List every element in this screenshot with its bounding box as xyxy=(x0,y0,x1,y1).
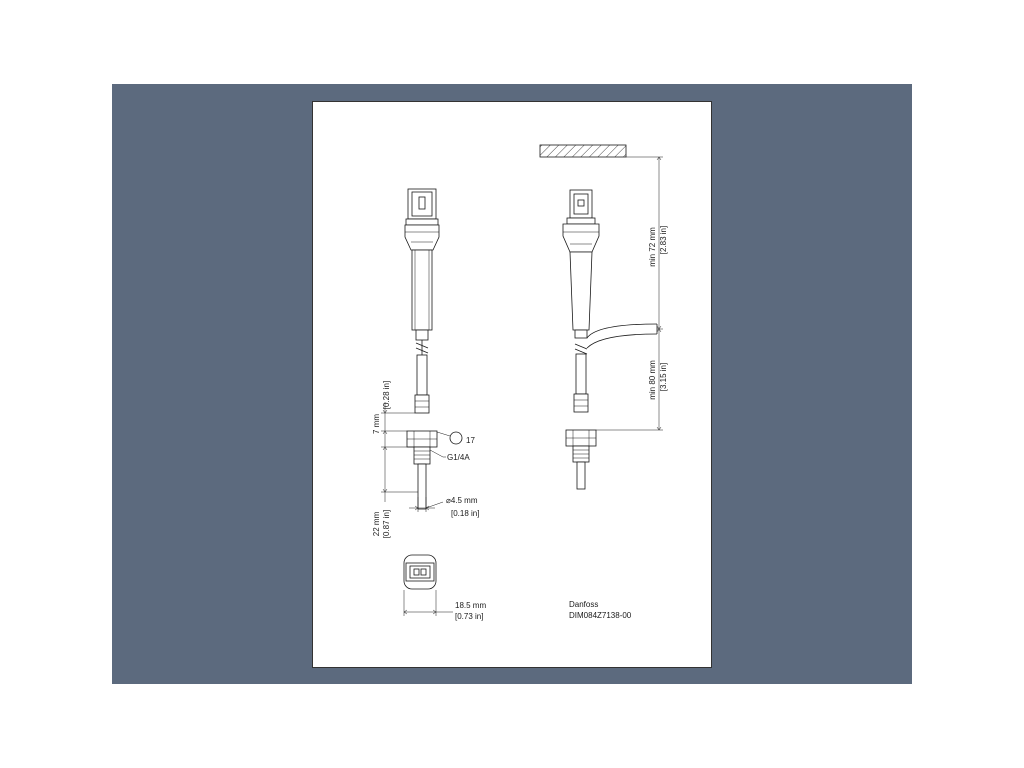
dim-diameter-inch-label: [0.18 in] xyxy=(451,509,480,518)
mounting-surface xyxy=(540,145,626,157)
thread xyxy=(414,447,430,464)
probe xyxy=(418,464,426,509)
dim-width-inch-label: [0.73 in] xyxy=(455,612,484,621)
dim-min80-label: min 80 mm xyxy=(648,360,657,400)
dim-diameter-label: ⌀4.5 mm xyxy=(446,496,478,505)
dim-width-label: 18.5 mm xyxy=(455,601,487,610)
flared-body xyxy=(405,225,439,250)
dim-min72-label: min 72 mm xyxy=(648,227,657,267)
bottom-view-connector xyxy=(404,555,453,616)
brand-label: Danfoss xyxy=(569,600,599,609)
thread-label: G1/4A xyxy=(447,453,470,462)
left-view-sensor xyxy=(381,189,462,512)
drawing-number-label: DIM084Z7138-00 xyxy=(569,611,632,620)
dim-7mm-inch-label: [0.28 in] xyxy=(382,380,391,410)
dim-22mm-label: 22 mm xyxy=(372,511,381,537)
right-view-installation xyxy=(540,145,663,489)
drawing-sheet xyxy=(312,101,712,668)
dim-22mm-inch-label: [0.87 in] xyxy=(382,509,391,539)
dim-min80-inch-label: [3.15 in] xyxy=(659,362,668,392)
technical-drawing xyxy=(313,102,711,667)
dim-7mm-label: 7 mm xyxy=(372,414,381,434)
wrench-size-label: 17 xyxy=(466,436,475,445)
image-viewer-backdrop xyxy=(112,84,912,684)
wrench-size-icon xyxy=(450,432,462,444)
dim-min72-inch-label: [2.83 in] xyxy=(659,225,668,255)
